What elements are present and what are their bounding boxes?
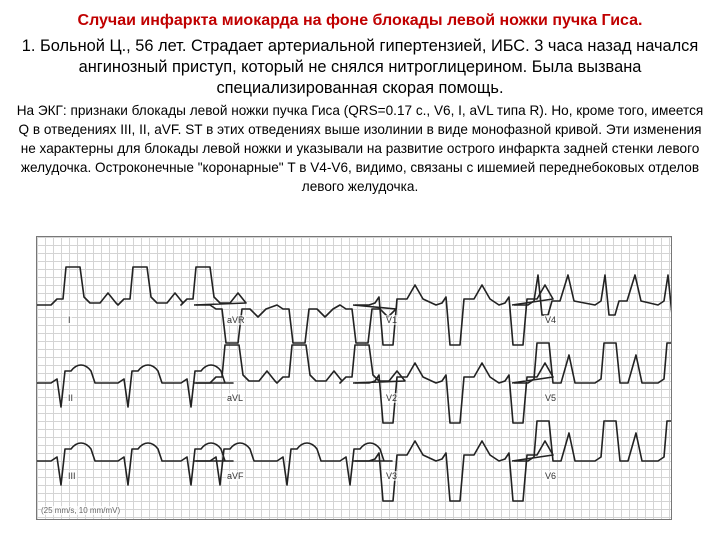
lead-label-i: I — [68, 315, 71, 325]
ecg-footer-text: (25 mm/s, 10 mm/mV) — [41, 506, 121, 515]
ecg-description-text: На ЭКГ: признаки блокады левой ножки пучка Гиса (QRS=0.17 с., V6, I, aVL типа R). Но, кроме того, имеется Q в отведениях III, II, aVF. ST в этих отведениях выше изолинии в виде монофазной кривой. Эти изменения не характерны для блокады левой ножки и указывали на развитие острого инфаркта задней стенки левого желудочка. Остроконечные "коронарные" T в V4-V6, видимо, связаны с ишемией переднебоковых отделов левого желудочка. — [16, 103, 704, 194]
lead-label-v3: V3 — [386, 471, 398, 481]
ecg-trace-v4 — [514, 275, 672, 315]
lead-label-v6: V6 — [545, 471, 557, 481]
lead-label-avr: aVR — [227, 315, 245, 325]
lead-label-v1: V1 — [386, 315, 398, 325]
ecg-traces — [37, 237, 672, 520]
lead-label-avf: aVF — [227, 471, 244, 481]
lead-label-iii: III — [68, 471, 76, 481]
lead-label-avl: aVL — [227, 393, 244, 403]
ecg-strip-image — [36, 236, 672, 520]
case-intro-text: 1. Больной Ц., 56 лет. Страдает артериальной гипертензией, ИБС. 3 часа назад начался ангинозный приступ, который не снялся нитроглицерином. Была вызвана специализированная скорая помощь. — [21, 37, 699, 97]
lead-label-ii: II — [68, 393, 74, 403]
ecg-trace-i — [37, 267, 246, 305]
lead-label-v2: V2 — [386, 393, 398, 403]
ecg-trace-avl — [196, 345, 405, 383]
lead-label-v4: V4 — [545, 315, 557, 325]
slide-title: Случаи инфаркта миокарда на фоне блокады левой ножки пучка Гиса. — [77, 12, 643, 29]
lead-label-v5: V5 — [545, 393, 557, 403]
